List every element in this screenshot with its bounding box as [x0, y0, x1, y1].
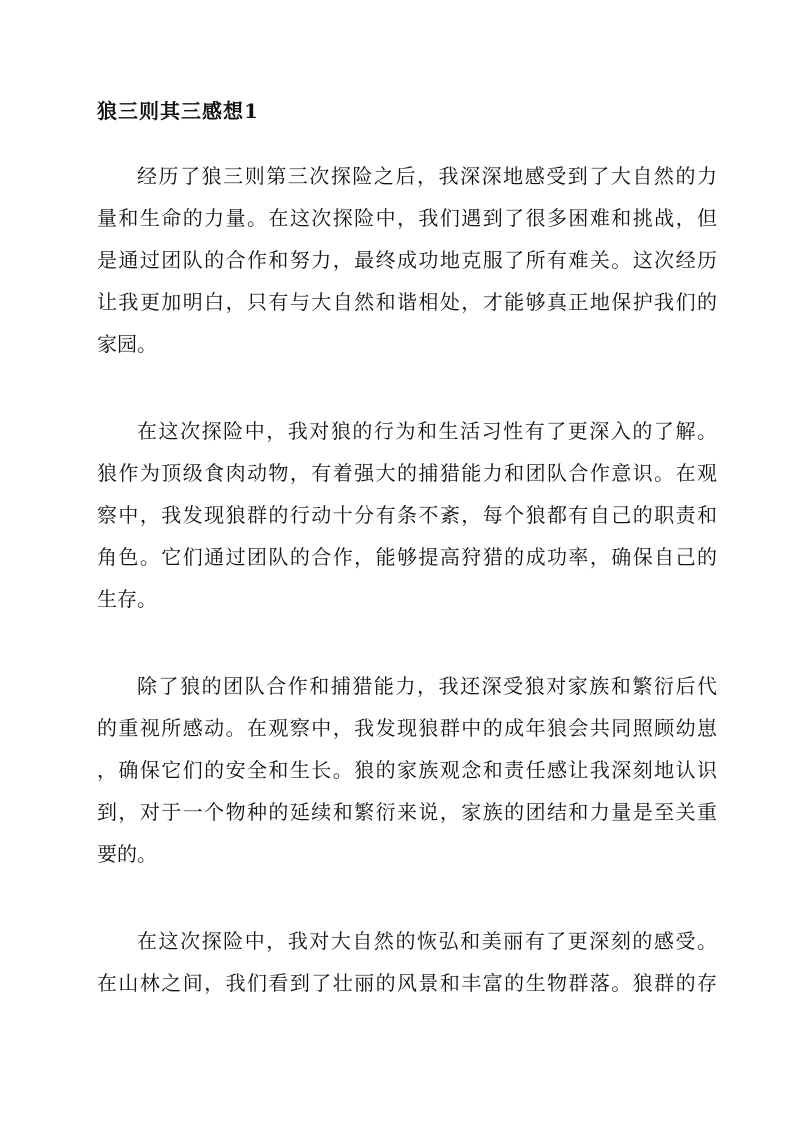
text-line: 的重视所感动。在观察中，我发现狼群中的成年狼会共同照顾幼崽 — [97, 716, 717, 740]
text-line: 让我更加明白，只有与大自然和谐相处，才能够真正地保护我们的 — [97, 290, 717, 314]
text-line: 在山林之间，我们看到了壮丽的风景和丰富的生物群落。狼群的存 — [97, 971, 717, 995]
text-line: 家园。 — [97, 332, 157, 356]
text-line: 量和生命的力量。在这次探险中，我们遇到了很多困难和挑战，但 — [97, 206, 717, 230]
page-title: 狼三则其三感想1 — [97, 99, 259, 123]
text-line: 除了狼的团队合作和捕猎能力，我还深受狼对家族和繁衍后代 — [137, 674, 717, 698]
text-line: 在这次探险中，我对狼的行为和生活习性有了更深入的了解。 — [137, 419, 717, 443]
text-line: 在这次探险中，我对大自然的恢弘和美丽有了更深刻的感受。 — [137, 929, 717, 953]
text-line: 到，对于一个物种的延续和繁衍来说，家族的团结和力量是至关重 — [97, 800, 717, 824]
text-line: 是通过团队的合作和努力，最终成功地克服了所有难关。这次经历 — [97, 248, 717, 272]
paragraph-1 — [97, 155, 717, 365]
paragraph-3 — [97, 665, 717, 875]
text-line: 经历了狼三则第三次探险之后，我深深地感受到了大自然的力 — [137, 164, 717, 188]
text-line: 狼作为顶级食肉动物，有着强大的捕猎能力和团队合作意识。在观 — [97, 461, 717, 485]
text-line: 角色。它们通过团队的合作，能够提高狩猎的成功率，确保自己的 — [97, 545, 717, 569]
text-line: 生存。 — [97, 587, 157, 611]
paragraph-4 — [97, 920, 717, 1004]
paragraph-2 — [97, 410, 717, 620]
text-line: ，确保它们的安全和生长。狼的家族观念和责任感让我深刻地认识 — [97, 758, 717, 782]
text-line: 察中，我发现狼群的行动十分有条不紊，每个狼都有自己的职责和 — [97, 503, 717, 527]
text-line: 要的。 — [97, 842, 157, 866]
